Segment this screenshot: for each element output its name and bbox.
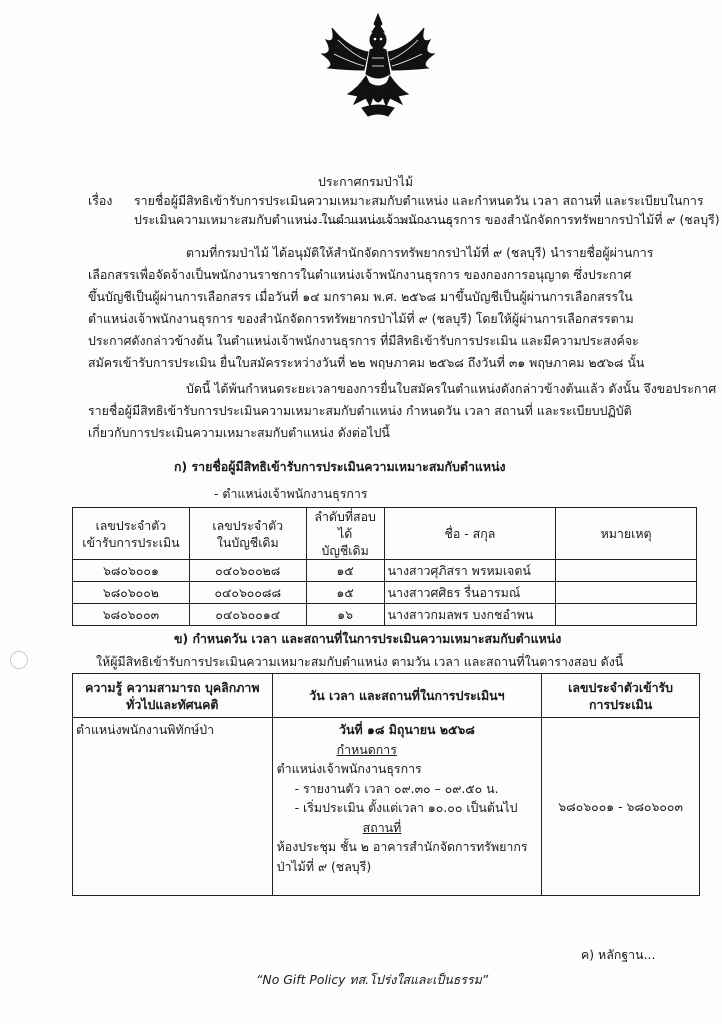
candidates-table bbox=[72, 507, 697, 626]
paragraph-line: ขึ้นบัญชีเป็นผู้ผ่านการเลือกสรร เมื่อวันที่ ๑๔ มกราคม พ.ศ. ๒๕๖๘ มาขึ้นบัญชีเป็นผู้ผ่านการเลือกสรรใน bbox=[88, 289, 633, 304]
table-row bbox=[73, 718, 700, 896]
header-cell: ความรู้ ความสามารถ บุคลิกภาพ ทั่วไปและทัศนคติ bbox=[73, 674, 273, 718]
schedule-label: กำหนดการ bbox=[336, 741, 397, 757]
table-cell bbox=[556, 560, 697, 582]
schedule-report: - รายงานตัว เวลา ๐๙.๓๐ – ๐๙.๕๐ น. bbox=[294, 780, 499, 796]
table-cell: ๐๔๐๖๐๐๘๘ bbox=[189, 582, 306, 604]
table-cell: ๑๕ bbox=[306, 582, 384, 604]
place-label: สถานที่ bbox=[362, 819, 402, 835]
garuda-emblem-icon bbox=[318, 10, 438, 130]
table-row bbox=[73, 560, 697, 582]
subject-line-2: ประเมินความเหมาะสมกับตำแหน่ง ในตำแหน่งเจ้าพนักงานธุรการ ของสำนักจัดการทรัพยากรป่าไม้ที่ ๙ (ชลบุรี) bbox=[134, 212, 720, 227]
section-a-heading: ก) รายชื่อผู้มีสิทธิเข้ารับการประเมินความเหมาะสมกับตำแหน่ง bbox=[174, 459, 506, 474]
agency-title: ประกาศกรมป่าไม้ bbox=[318, 174, 414, 189]
table-cell: นางสาวกมลพร บงกชอำพน bbox=[384, 604, 556, 626]
subject-line-1: รายชื่อผู้มีสิทธิเข้ารับการประเมินความเหมาะสมกับตำแหน่ง และกำหนดวัน เวลา สถานที่ และระเบียบในการ bbox=[134, 193, 704, 208]
table-cell: ตำแหน่งพนักงานพิทักษ์ป่า bbox=[73, 718, 273, 896]
paragraph-line: เกี่ยวกับการประเมินความเหมาะสมกับตำแหน่ง ดังต่อไปนี้ bbox=[88, 425, 390, 440]
schedule-position: ตำแหน่งเจ้าพนักงานธุรการ bbox=[276, 761, 422, 776]
place-line: ป่าไม้ที่ ๙ (ชลบุรี) bbox=[276, 858, 372, 874]
table-cell bbox=[556, 604, 697, 626]
header-cell: หมายเหตุ bbox=[556, 508, 697, 560]
header-cell: วัน เวลา และสถานที่ในการประเมินฯ bbox=[272, 674, 542, 718]
table-cell: ๐๔๐๖๐๐๒๘ bbox=[189, 560, 306, 582]
punch-hole bbox=[10, 651, 28, 669]
table-cell bbox=[556, 582, 697, 604]
table-cell: ๖๘๐๖๐๐๒ bbox=[73, 582, 190, 604]
header-cell: ลำดับที่สอบได้ บัญชีเดิม bbox=[306, 508, 384, 560]
table-cell: ๖๘๐๖๐๐๑ - ๖๘๐๖๐๐๓ bbox=[542, 718, 700, 896]
table-cell: ๑๖ bbox=[306, 604, 384, 626]
next-page-note: ค) หลักฐาน... bbox=[581, 947, 656, 962]
schedule-table bbox=[72, 673, 700, 896]
paragraph-line: ตำแหน่งเจ้าพนักงานธุรการ ของสำนักจัดการทรัพยากรป่าไม้ที่ ๙ (ชลบุรี) โดยให้ผู้ผ่านการเลือกสรรตาม bbox=[88, 311, 634, 326]
policy-footer: “No Gift Policy ทส.โปร่งใสและเป็นธรรม” bbox=[256, 972, 489, 987]
paragraph-line: ประกาศดังกล่าวข้างต้น ในตำแหน่งเจ้าพนักงานธุรการ ที่มีสิทธิเข้ารับการประเมิน และมีความประสงค์จะ bbox=[88, 333, 639, 348]
header-cell: ชื่อ - สกุล bbox=[384, 508, 556, 560]
table-cell: นางสาวศศิธร รื่นอารมณ์ bbox=[384, 582, 556, 604]
table-header-row bbox=[73, 508, 697, 560]
exam-date: วันที่ ๑๘ มิถุนายน ๒๕๖๘ bbox=[339, 722, 475, 737]
schedule-start: - เริ่มประเมิน ตั้งแต่เวลา ๑๐.๐๐ เป็นต้นไป bbox=[294, 800, 518, 815]
schedule-cell bbox=[272, 718, 542, 896]
table-row bbox=[73, 604, 697, 626]
table-cell: ๖๘๐๖๐๐๑ bbox=[73, 560, 190, 582]
table-cell: ๐๔๐๖๐๐๑๔ bbox=[189, 604, 306, 626]
table-cell: ๑๕ bbox=[306, 560, 384, 582]
paragraph-line: เลือกสรรเพื่อจัดจ้างเป็นพนักงานราชการในตำแหน่งเจ้าพนักงานธุรการ ของกองการอนุญาต ซึ่งประกาศ bbox=[88, 267, 632, 282]
table-row bbox=[73, 582, 697, 604]
header-cell: เลขประจำตัวเข้ารับ การประเมิน bbox=[542, 674, 700, 718]
section-a-position: - ตำแหน่งเจ้าพนักงานธุรการ bbox=[214, 486, 368, 501]
place-line: ห้องประชุม ชั้น ๒ อาคารสำนักจัดการทรัพยากร bbox=[276, 839, 528, 854]
paragraph-line: รายชื่อผู้มีสิทธิเข้ารับการประเมินความเหมาะสมกับตำแหน่ง กำหนดวัน เวลา สถานที่ และระเบียบปฏิบัติ bbox=[88, 403, 632, 418]
table-cell: นางสาวศุภิสรา พรหมเจตน์ bbox=[384, 560, 556, 582]
subject-label: เรื่อง bbox=[88, 193, 113, 208]
header-cell: เลขประจำตัว เข้ารับการประเมิน bbox=[73, 508, 190, 560]
table-cell: ๖๘๐๖๐๐๓ bbox=[73, 604, 190, 626]
paragraph-line: ตามที่กรมป่าไม้ ได้อนุมัติให้สำนักจัดการทรัพยากรป่าไม้ที่ ๙ (ชลบุรี) นำรายชื่อผู้ผ่านการ bbox=[186, 245, 654, 260]
paragraph-line: บัดนี้ ได้พ้นกำหนดระยะเวลาของการยื่นใบสมัครในตำแหน่งดังกล่าวข้างต้นแล้ว ดังนั้น จึงขอประกาศ bbox=[186, 381, 717, 396]
section-b-heading: ข) กำหนดวัน เวลา และสถานที่ในการประเมินความเหมาะสมกับตำแหน่ง bbox=[174, 631, 562, 646]
header-cell: เลขประจำตัว ในบัญชีเดิม bbox=[189, 508, 306, 560]
separator-line bbox=[304, 222, 452, 223]
table-header-row bbox=[73, 674, 700, 718]
paragraph-line: สมัครเข้ารับการประเมิน ยื่นใบสมัครระหว่างวันที่ ๒๒ พฤษภาคม ๒๕๖๘ ถึงวันที่ ๓๑ พฤษภาคม ๒๕๖๘ นั้น bbox=[88, 355, 645, 370]
section-b-intro: ให้ผู้มีสิทธิเข้ารับการประเมินความเหมาะสมกับตำแหน่ง ตามวัน เวลา และสถานที่ในตารางสอบ ดังนี้ bbox=[96, 654, 624, 669]
